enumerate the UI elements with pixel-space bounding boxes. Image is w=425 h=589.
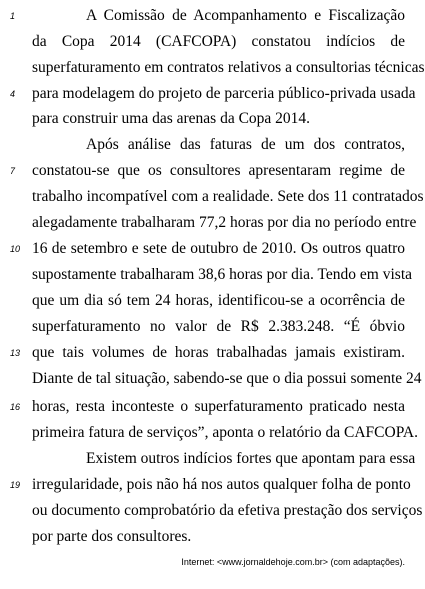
paragraph-line: 16 de setembro e sete de outubro de 2010. Os outros quatro	[32, 240, 405, 257]
paragraph-line: supostamente trabalharam 38,6 horas por dia. Tendo em vista	[32, 266, 412, 283]
line-number: 13	[10, 348, 21, 358]
paragraph-line: da Copa 2014 (CAFCOPA) constatou indícios de	[32, 33, 405, 50]
line-number: 16	[10, 402, 21, 412]
line-number: 1	[10, 11, 16, 21]
paragraph-line: Diante de tal situação, sabendo-se que o dia possui somente 24	[32, 370, 422, 387]
paragraph-line: para construir uma das arenas da Copa 2014.	[32, 110, 311, 127]
paragraph-line: Após análise das faturas de um dos contratos,	[86, 136, 405, 153]
line-number: 10	[10, 244, 21, 254]
line-number: 19	[10, 480, 21, 490]
paragraph-line: irregularidade, pois não há nos autos qualquer folha de ponto	[32, 476, 411, 493]
paragraph-line: que tais volumes de horas trabalhadas jamais existiram.	[32, 344, 405, 361]
paragraph-line: primeira fatura de serviços”, aponta o relatório da CAFCOPA.	[32, 424, 418, 441]
paragraph-line: A Comissão de Acompanhamento e Fiscalização	[86, 7, 405, 24]
paragraph-line: que um dia só tem 24 horas, identificou-se a ocorrência de	[32, 292, 405, 309]
paragraph-line: Existem outros indícios fortes que apontam para essa	[86, 450, 416, 467]
paragraph-line: trabalho incompatível com a realidade. Sete dos 11 contratados	[32, 188, 424, 205]
paragraph-line: horas, resta inconteste o superfaturamento praticado nesta	[32, 398, 405, 415]
paragraph-line: superfaturamento em contratos relativos a consultorias técnicas	[32, 59, 425, 76]
paragraph-line: para modelagem do projeto de parceria público-privada usada	[32, 85, 416, 102]
paragraph-line: constatou-se que os consultores apresentaram regime de	[32, 162, 405, 179]
line-number: 7	[10, 166, 16, 176]
paragraph-line: alegadamente trabalharam 77,2 horas por dia no período entre	[32, 214, 417, 231]
source-citation: Internet: <www.jornaldehoje.com.br> (com adaptações).	[181, 557, 405, 567]
paragraph-line: ou documento comprobatório da efetiva prestação dos serviços	[32, 502, 423, 519]
line-number: 4	[10, 89, 16, 99]
paragraph-line: por parte dos consultores.	[32, 528, 192, 545]
paragraph-line: superfaturamento no valor de R$ 2.383.248. “É óbvio	[32, 318, 405, 335]
